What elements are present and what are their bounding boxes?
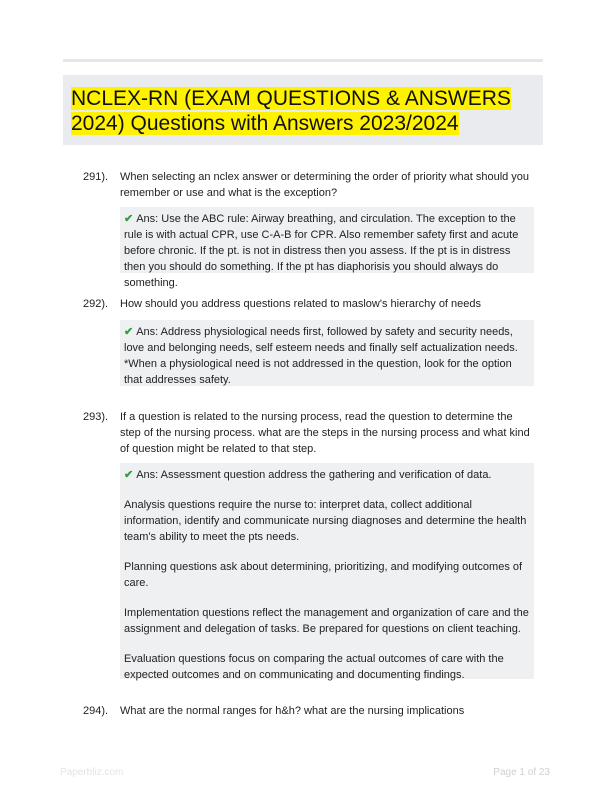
answer-text: Ans: Assessment question address the gathering and verification of data. bbox=[136, 469, 492, 481]
question-number: 291). bbox=[83, 171, 109, 183]
answer-paragraph: Implementation questions reflect the management and organization of care and the assignment and delegation of tasks. Be prepared for questions on client teaching. bbox=[124, 607, 529, 635]
footer-watermark: Paperbliz.com bbox=[60, 767, 124, 778]
question-number: 292). bbox=[83, 298, 109, 310]
top-divider bbox=[63, 59, 543, 62]
answer-paragraph: Evaluation questions focus on comparing the actual outcomes of care with the expected outcomes and on communicating and documenting findings. bbox=[124, 653, 504, 681]
question-text: If a question is related to the nursing process, read the question to determine the step of the nursing process. what are the steps in the nursing process and what kind of question might be related to that step. bbox=[120, 411, 530, 455]
checkmark-icon: ✔ bbox=[124, 213, 134, 225]
document-title-line-2: 2024) Questions with Answers 2023/2024 bbox=[71, 112, 459, 135]
question-number: 293). bbox=[83, 411, 109, 423]
checkmark-icon: ✔ bbox=[124, 326, 134, 338]
page-number: Page 1 of 23 bbox=[493, 767, 550, 778]
question-text: How should you address questions related to maslow's hierarchy of needs bbox=[120, 298, 482, 310]
question-number: 294). bbox=[83, 705, 109, 717]
answer-paragraph: Planning questions ask about determining, prioritizing, and modifying outcomes of care. bbox=[124, 561, 523, 589]
answer-paragraph: Analysis questions require the nurse to: interpret data, collect additional information, identify and communicate nursing diagnoses and determine the health team's ability to meet the pts needs. bbox=[124, 499, 527, 543]
answer-text: Ans: Address physiological needs first, followed by safety and security needs, love and belonging needs, self esteem needs and finally self actualization needs. *When a physiological need is not addressed in the question, look for the option that addresses safety. bbox=[124, 326, 518, 386]
answer-box-291 bbox=[120, 207, 534, 289]
question-text: When selecting an nclex answer or determining the order of priority what should you remember or use and what is the exception? bbox=[120, 171, 530, 199]
answer-text: Ans: Use the ABC rule: Airway breathing, and circulation. The exception to the rule is with actual CPR, use C-A-B for CPR. Also remember safety first and acute before chronic. If the pt. is not in distress then you assess. If the pt is in distress then you should do something. If the pt has diaphorisis you should always do something. bbox=[124, 213, 519, 289]
title-banner bbox=[63, 75, 543, 145]
answer-box-293 bbox=[120, 463, 534, 679]
document-title-line-1: NCLEX-RN (EXAM QUESTIONS & ANSWERS bbox=[71, 87, 511, 110]
answer-box-292 bbox=[120, 320, 534, 386]
checkmark-icon: ✔ bbox=[124, 469, 134, 481]
question-text: What are the normal ranges for h&h? what are the nursing implications bbox=[120, 705, 465, 717]
